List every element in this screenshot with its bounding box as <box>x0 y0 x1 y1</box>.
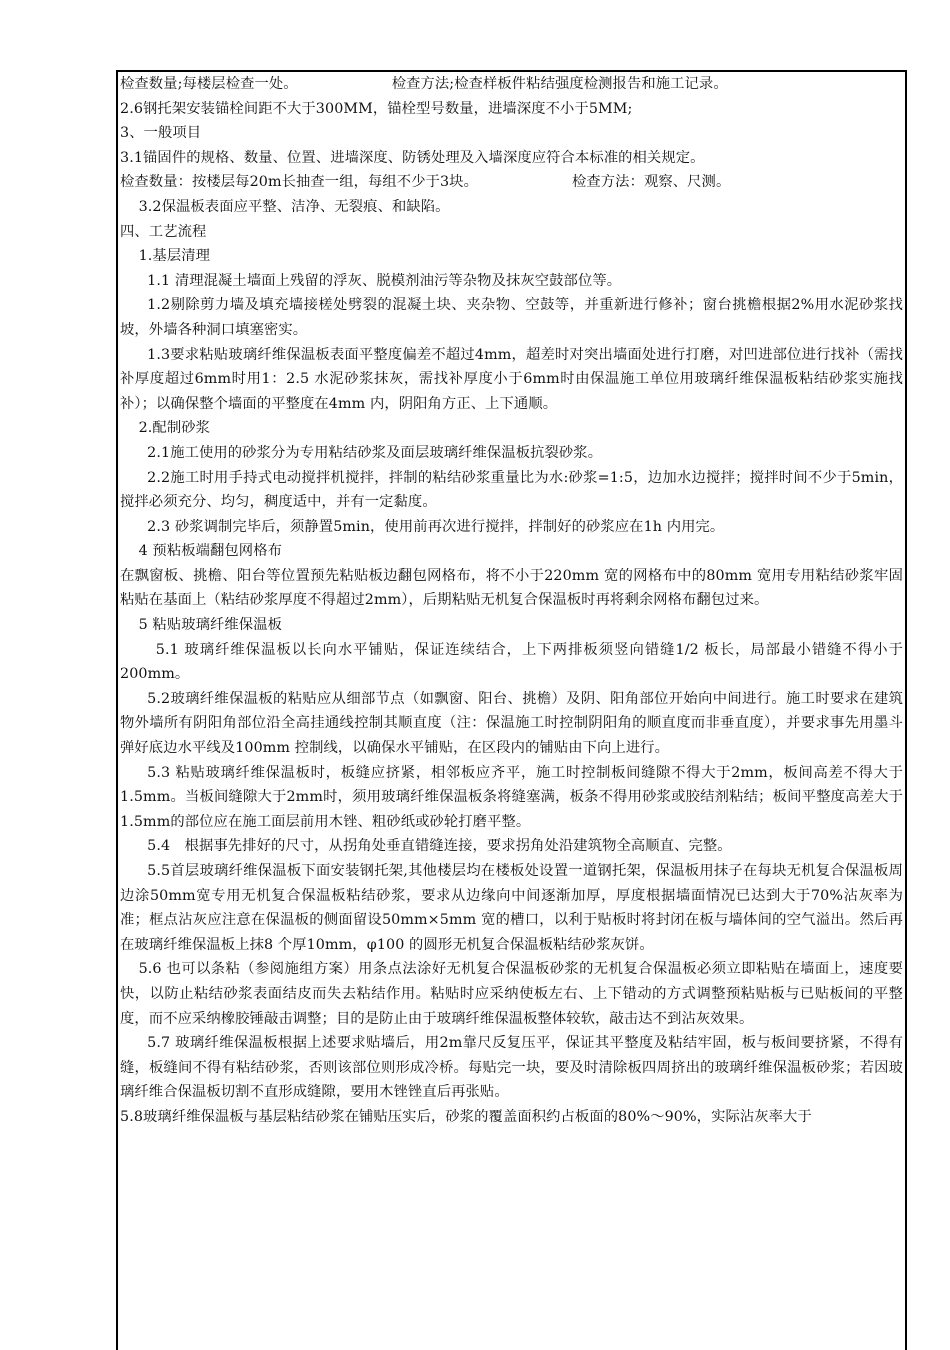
heading-process-flow: 四、工艺流程 <box>120 223 207 240</box>
inspection-method-text: 检查方法;检查样板件粘结强度检测报告和施工记录。 <box>391 76 728 92</box>
inspection-quantity-text: 检查数量：按楼层每20m长抽查一组，每组不少于3块。 <box>120 174 478 191</box>
paragraph-1-2: 1.2剔除剪力墙及填充墙接槎处劈裂的混凝土块、夹杂物、空鼓等，并重新进行修补；窗台挑檐根据2%用水泥砂浆找坡，外墙各种洞口填塞密实。 <box>120 297 903 338</box>
paragraph-5-4: 5.4 根据事先排好的尺寸，从拐角处垂直错缝连接，要求拐角处沿建筑物全高顺直、完整。 <box>147 838 732 855</box>
paragraph-1-3: 1.3要求粘贴玻璃纤维保温板表面平整度偏差不超过4mm，超差时对突出墙面处进行打磨，对凹进部位进行找补（需找补厚度超过6mm时用1：2.5 水泥砂浆抹灰，需找补厚度小于6mm时由保温施工单位用玻璃纤维保温板粘结砂浆实施找补）；以确保整个墙面的平整度在4mm 内，阴阳角方正、上下通顺。 <box>120 346 903 412</box>
inspection-method-text: 检查方法：观察、尺测。 <box>571 174 731 191</box>
paragraph-5-2: 5.2玻璃纤维保温板的粘贴应从细部节点（如飘窗、阳台、挑檐）及阴、阳角部位开始向中间进行。施工时要求在建筑物外墙所有阴阳角部位沿全高挂通线控制其顺直度（注：保温施工时控制阴阳角的顺直度而非垂直度），并要求事先用墨斗弹好底边水平线及100mm 控制线，以确保水平铺贴，在区段内的铺贴由下向上进行。 <box>120 690 903 757</box>
paragraph-1-1: 1.1 清理混凝土墙面上残留的浮灰、脱模剂油污等杂物及抹灰空鼓部位等。 <box>147 272 622 289</box>
paragraph-inspection-qty-1 <box>120 72 903 97</box>
paragraph-5-1: 5.1 玻璃纤维保温板以长向水平铺贴，保证连续结合，上下两排板须竖向错缝1/2 板长，局部最小错缝不得小于200mm。 <box>120 641 903 683</box>
paragraph-5-8: 5.8玻璃纤维保温板与基层粘结砂浆在铺贴压实后，砂浆的覆盖面积约占板面的80%～90%，实际沾灰率大于 <box>120 1108 812 1125</box>
paragraph-inspection-qty-2 <box>120 170 903 195</box>
paragraph-2-2: 2.2施工时用手持式电动搅拌机搅拌，拌制的粘结砂浆重量比为水:砂浆=1:5，边加水边搅拌；搅拌时间不少于5min，搅拌必须充分、均匀，稠度适中，并有一定黏度。 <box>120 469 903 511</box>
paragraph-2-3: 2.3 砂浆调制完毕后，须静置5min，使用前再次进行搅拌，拌制好的砂浆应在1h 内用完。 <box>147 518 725 535</box>
paragraph-5-7: 5.7 玻璃纤维保温板根据上述要求贴墙后，用2m靠尺反复压平，保证其平整度及粘结牢固，板与板间要挤紧，不得有缝，板缝间不得有粘结砂浆，否则该部位则形成冷桥。每贴完一块，要及时清除板四周挤出的玻璃纤维保温板砂浆；若因玻璃纤维合保温板切割不直形成缝隙，要用木锉锉直后再张贴。 <box>120 1035 903 1101</box>
paragraph-5-5: 5.5首层玻璃纤维保温板下面安装钢托架,其他楼层均在楼板处设置一道钢托架，保温板用抹子在每块无机复合保温板周边涂50mm宽专用无机复合保温板粘结砂浆，要求从边缘向中间逐渐加厚，厚度根据墙面情况已达到大于70%沾灰率为准；框点沾灰应注意在保温板的侧面留设50mm×5mm 宽的槽口，以利于贴板时将封闭在板与墙体间的空气溢出。然后再在玻璃纤维保温板上抹8 个厚10mm，φ100 的圆形无机复合保温板粘结砂浆灰饼。 <box>120 863 903 953</box>
paragraph-3-1: 3.1锚固件的规格、数量、位置、进墙深度、防锈处理及入墙深度应符合本标准的相关规定。 <box>120 149 705 166</box>
paragraph-5-3: 5.3 粘贴玻璃纤维保温板时，板缝应挤紧，相邻板应齐平，施工时控制板间缝隙不得大于2mm，板间高差不得大于1.5mm。当板间缝隙大于2mm时，须用玻璃纤维保温板条将缝塞满，板条不得用砂浆或胶结剂粘结；板间平整度高差大于1.5mm的部位应在施工面层前用木锉、粗砂纸或砂轮打磨平整。 <box>120 764 903 830</box>
heading-base-cleaning: 1.基层清理 <box>138 248 211 265</box>
paragraph-mesh-wrap: 在飘窗板、挑檐、阳台等位置预先粘贴板边翻包网格布，将不小于220mm 宽的网格布中的80mm 宽用专用粘结砂浆牢固粘贴在基面上（粘结砂浆厚度不得超过2mm），后期粘贴无机复合保温板时再将剩余网格布翻包过来。 <box>120 567 903 609</box>
document-body <box>120 72 903 1130</box>
inspection-quantity-text: 检查数量;每楼层检查一处。 <box>120 76 298 92</box>
paragraph-3-2: 3.2保温板表面应平整、洁净、无裂痕、和缺陷。 <box>138 198 450 215</box>
paragraph-2-1: 2.1施工使用的砂浆分为专用粘结砂浆及面层玻璃纤维保温板抗裂砂浆。 <box>147 444 603 461</box>
heading-mesh-wrap: 4 预粘板端翻包网格布 <box>138 543 282 560</box>
heading-mortar-prep: 2.配制砂浆 <box>138 420 211 437</box>
paragraph-5-6: 5.6 也可以条粘（参阅施组方案）用条点法涂好无机复合保温板砂浆的无机复合保温板必须立即粘贴在墙面上，速度要快，以防止粘结砂浆表面结皮而失去粘结作用。粘贴时应采纳使板左右、上下错动的方式调整预粘贴板与已贴板间的平整度，而不应采纳橡胶锤敲击调整；目的是防止由于玻璃纤维保温板整体较软，敲击达不到沾灰效果。 <box>120 961 903 1027</box>
document-frame <box>116 70 907 1350</box>
paragraph-2-6: 2.6钢托架安装锚栓间距不大于300MM，锚栓型号数量，进墙深度不小于5MM; <box>120 100 633 117</box>
heading-general-items: 3、一般项目 <box>120 125 202 142</box>
heading-board-paste: 5 粘贴玻璃纤维保温板 <box>138 617 282 634</box>
